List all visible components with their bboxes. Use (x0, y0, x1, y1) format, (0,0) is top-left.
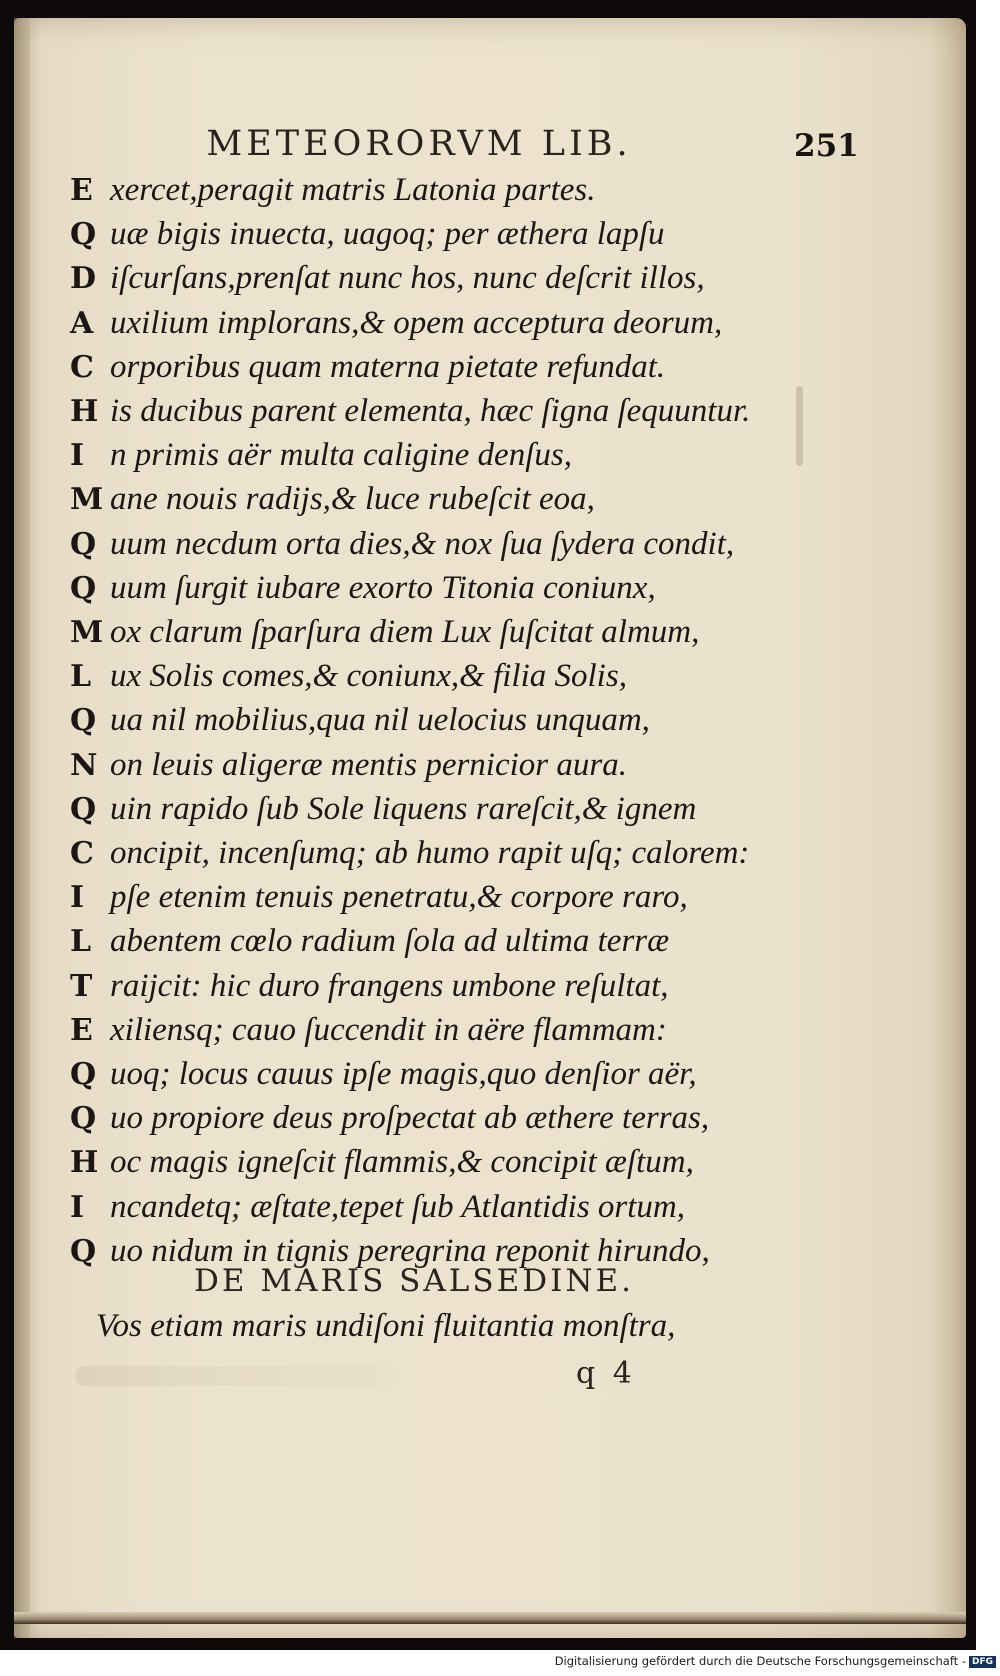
verse-text: uum ſurgit iubare exorto Titonia coniunx, (110, 569, 656, 606)
verse-text: n primis aër multa caligine denſus, (110, 437, 572, 474)
verse-line (70, 1008, 830, 1052)
verse-text: uum necdum orta dies,& nox ſua ſydera condit, (110, 525, 735, 562)
verse-text: uo propiore deus proſpectat ab æthere terras, (110, 1100, 710, 1137)
verse-initial: L (70, 659, 92, 695)
verse-text: abentem cœlo radium ſola ad ultima terræ (110, 923, 670, 960)
verse-line (70, 919, 830, 963)
verse-line (70, 168, 830, 212)
verse-line (70, 1052, 830, 1096)
verse-line (70, 875, 830, 919)
signature-mark: q 4 (576, 1356, 632, 1391)
verse-line (70, 654, 830, 698)
page-text-block (14, 18, 966, 1638)
verse-line (70, 1140, 830, 1184)
verse-text: on leuis aligeræ mentis pernicior aura. (110, 746, 627, 783)
verse-line (70, 433, 830, 477)
verse-text: is ducibus parent elementa, hæc ſigna ſequuntur. (110, 393, 751, 429)
verse-text: ane nouis radijs,& luce rubeſcit eoa, (110, 481, 595, 518)
ink-bleed-through (76, 1366, 396, 1386)
verse-text: uin rapido ſub Sole liquens rareſcit,& ignem (110, 790, 697, 827)
verse-line (70, 301, 830, 345)
verse-text: orporibus quam materna pietate refundat. (110, 348, 666, 385)
verse-line (70, 566, 830, 610)
verse-line (70, 698, 830, 742)
page-bottom-edge (14, 1612, 966, 1624)
verse-text: ncandetq; æſtate,tepet ſub Atlantidis ortum, (110, 1188, 686, 1225)
running-head: METEORORVM LIB. (206, 124, 632, 164)
verse-line (70, 212, 830, 256)
verse-initial: Q (70, 1233, 97, 1269)
verse-initial: Q (70, 526, 97, 562)
verse-line (70, 787, 830, 831)
verse-text: uoq; locus cauus ipſe magis,quo denſior aër, (110, 1056, 697, 1092)
verse-initial: D (70, 261, 97, 297)
verse-line (70, 389, 830, 433)
verse-text: xercet,peragit matris Latonia partes. (110, 172, 596, 208)
verse-initial: Q (70, 570, 97, 606)
page-gutter-shadow (14, 18, 30, 1638)
verse-text: raijcit: hic duro frangens umbone reſultat, (110, 967, 669, 1004)
verse-initial: T (70, 968, 93, 1004)
verse-line (70, 256, 830, 300)
verse-text: xiliensq; cauo ſuccendit in aëre flammam: (110, 1011, 667, 1048)
digitization-credit (555, 1654, 996, 1668)
verse-text: oc magis igneſcit flammis,& concipit æſtum, (110, 1144, 694, 1181)
verse-text: ox clarum ſparſura diem Lux ſuſcitat almum, (110, 614, 700, 650)
verse-initial: I (70, 438, 85, 474)
verse-initial: C (70, 836, 94, 871)
section-first-line: Vos etiam maris undiſoni fluitantia monſtra, (96, 1308, 676, 1344)
verse-initial: E (70, 1012, 93, 1048)
verse-text: uxilium implorans,& opem acceptura deorum, (110, 304, 723, 341)
verse-line (70, 345, 830, 389)
verse-initial: Q (70, 703, 97, 739)
credit-text: Digitalisierung gefördert durch die Deutsche Forschungsgemeinschaft - (554, 1654, 966, 1668)
verse-line (70, 610, 830, 654)
verse-initial: A (70, 305, 94, 341)
verse-text: oncipit, incenſumq; ab humo rapit uſq; calorem: (110, 835, 750, 871)
verse-text: ua nil mobilius,qua nil uelocius unquam, (110, 702, 650, 739)
verse-line (70, 743, 830, 787)
book-page (14, 18, 966, 1638)
verse-initial: N (70, 747, 98, 783)
verse-line (70, 831, 830, 875)
verse-text: uo nidum in tignis peregrina reponit hirundo, (110, 1232, 710, 1269)
verse-initial: Q (70, 791, 97, 827)
verse-initial: I (70, 880, 85, 916)
verse-initial: E (70, 173, 93, 208)
section-heading: DE MARIS SALSEDINE. (194, 1263, 634, 1299)
verse-initial: H (70, 394, 99, 429)
verse-initial: H (70, 1145, 99, 1181)
verse-initial: L (70, 924, 92, 960)
verse-line (70, 522, 830, 566)
dfg-logo: DFG (969, 1656, 996, 1668)
verse-initial: Q (70, 1101, 97, 1137)
verse-initial: M (70, 615, 104, 650)
paper-stain (796, 386, 803, 466)
verse-text: iſcurſans,prenſat nunc hos, nunc deſcrit illos, (110, 260, 705, 297)
verse-text: uæ bigis inuecta, uagoq; per æthera lapſu (110, 216, 665, 253)
verse-line (70, 1096, 830, 1140)
verse-text: ux Solis comes,& coniunx,& filia Solis, (110, 658, 627, 695)
folio-number: 251 (794, 128, 859, 164)
verse-initial: Q (70, 217, 97, 253)
verse-initial: M (70, 482, 104, 518)
verse-initial: C (70, 349, 94, 385)
verse-line (70, 477, 830, 521)
verse-line (70, 964, 830, 1008)
verse-initial: Q (70, 1057, 97, 1092)
verse-line (70, 1185, 830, 1229)
verse-text: pſe etenim tenuis penetratu,& corpore raro, (110, 879, 688, 916)
verse-initial: I (70, 1189, 85, 1225)
